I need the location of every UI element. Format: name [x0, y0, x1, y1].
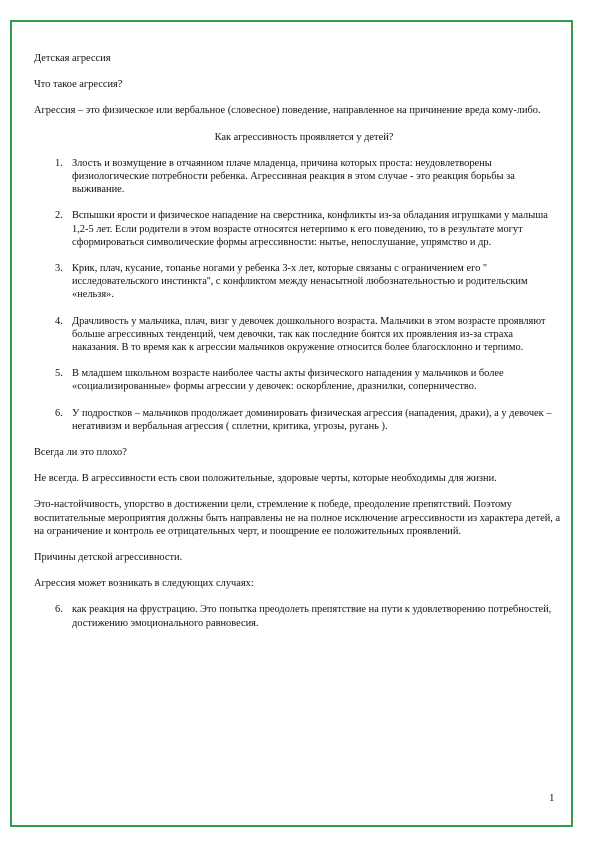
list-item: [34, 209, 562, 249]
page-number: 1: [549, 792, 555, 804]
causes-list: [34, 603, 562, 629]
list-item: [34, 262, 562, 302]
question-what-is-aggression: Что такое агрессия?: [34, 79, 123, 91]
list-item-text: Крик, плач, кусание, топанье ногами у ребенка 3-х лет, которые связаны с ограничением его " исследовательского инстинкта'', с конфликтом между ненасытной любознательностью и родительским «нельзя».: [72, 263, 528, 301]
question-always-bad: Всегда ли это плохо?: [34, 447, 127, 459]
list-item-text: У подростков – мальчиков продолжает доминировать физическая агрессия (нападения, драки), а у девочек – негативизм и вербальная агрессия ( сплетни, критика, угрозы, ругань ).: [72, 407, 552, 432]
list-item-number: 2.: [55, 210, 63, 222]
causes-intro: Агрессия может возникать в следующих случаях:: [34, 578, 254, 590]
answer-paragraph: Не всегда. В агрессивности есть свои положительные, здоровые черты, которые необходимы для жизни.: [34, 473, 497, 485]
document-title: Детская агрессия: [34, 53, 111, 64]
question-how-manifests: Как агрессивность проявляется у детей?: [214, 131, 394, 143]
list-item-text: Вспышки ярости и физическое нападение на сверстника, конфликты из-за обладания игрушками у малыша 1,2-5 лет. Если родители в этом возрасте относятся нетерпимо к его поведению, то в результате могут сформироваться символические формы агрессивности: нытье, непослушание, упрямство и др.: [72, 210, 548, 248]
list-item: [34, 367, 562, 393]
list-item-number: 3.: [55, 263, 63, 275]
list-item: [34, 603, 562, 629]
causes-heading: Причины детской агрессивности.: [34, 552, 183, 564]
definition-paragraph: Агрессия – это физическое или вербальное (словесное) поведение, направленное на причинение вреда кому-либо.: [34, 105, 541, 117]
list-item-text: Злость и возмущение в отчаянном плаче младенца, причина которых проста: неудовлетворены физиологические потребности ребенка. Агрессивная реакция в этом случае - это реакция борьбы за выживание.: [72, 157, 515, 196]
list-item-text: Драчливость у мальчика, плач, визг у девочек дошкольного возраста. Мальчики в этом возрасте проявляют больше агрессивных тенденций, чем девочки, так как последние боятся их проявления из-за страха наказания. В то время как к агрессии мальчиков окружение относится более благосклонно и терпимо.: [72, 315, 546, 354]
list-item-number: 6.: [55, 604, 63, 616]
positive-traits-paragraph: Это-настойчивость, упорство в достижении цели, стремление к победе, преодоление препятствий. Поэтому воспитательные мероприятия должны быть направлены не на полное исключение агрессивности из характера детей, а на ограничение и контроль ее отрицательных черт, и поощрение ее положительных проявлений.: [34, 499, 561, 537]
list-item: [34, 407, 562, 433]
list-item-number: 1.: [55, 157, 63, 169]
list-item-number: 6.: [55, 407, 63, 419]
document-body: [34, 52, 562, 630]
list-item-number: 4.: [55, 315, 63, 327]
list-item-text: В младшем школьном возрасте наиболее часты акты физического нападения у мальчиков и более «социализированные» формы агрессии у девочек: оскорбление, дразнилки, соперничество.: [72, 368, 504, 393]
list-item-text: как реакция на фрустрацию. Это попытка преодолеть препятствие на пути к удовлетворению потребностей, достижению эмоционального равновесия.: [72, 604, 552, 629]
list-item: [34, 315, 562, 355]
list-item-number: 5.: [55, 368, 63, 380]
manifestations-list: [34, 157, 562, 433]
list-item: [34, 157, 562, 197]
